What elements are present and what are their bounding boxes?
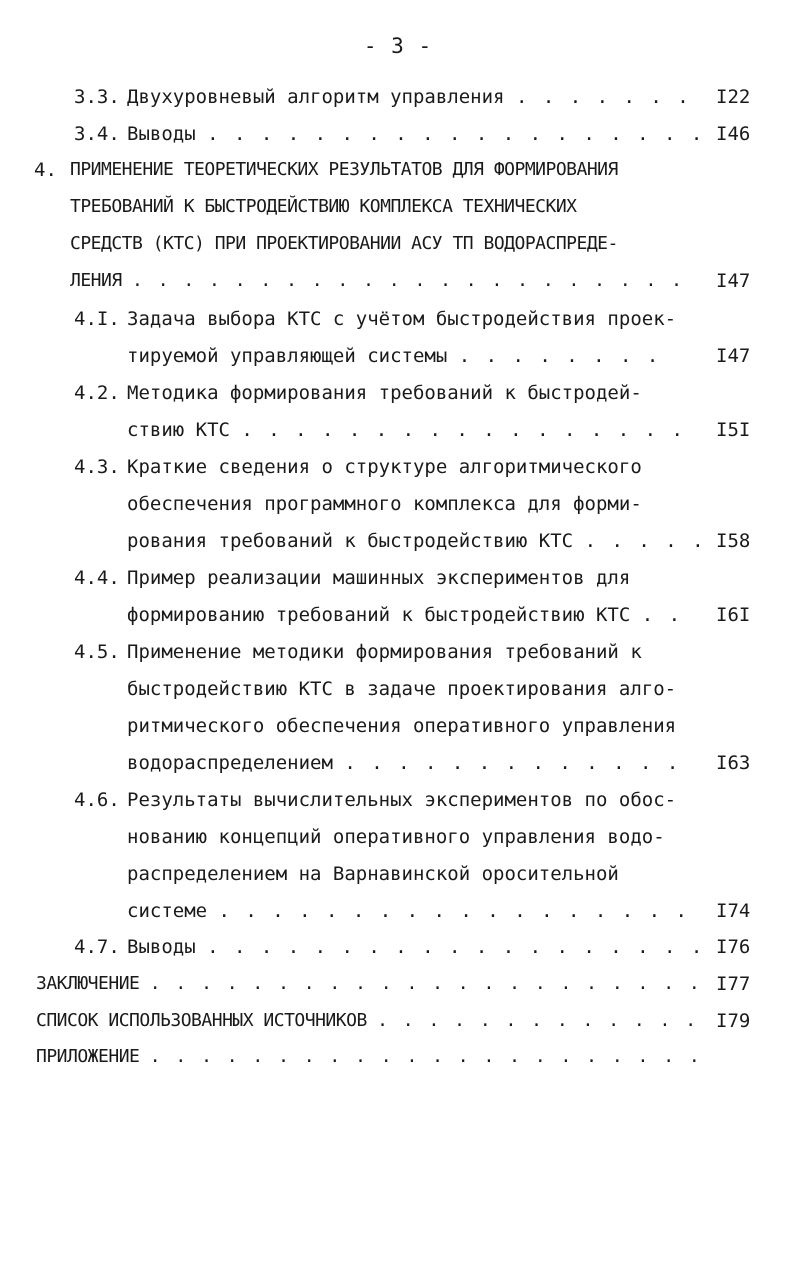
- toc-entry-number: 3.3.: [74, 86, 120, 108]
- toc-entry-title: Краткие сведения о структуре алгоритмического: [127, 456, 642, 478]
- toc-entry-title: ПРИЛОЖЕНИЕ . . . . . . . . . . . . . . . . . . . . . .: [36, 1046, 702, 1067]
- toc-entry-title: ЛЕНИЯ . . . . . . . . . . . . . . . . . . . . . .: [70, 270, 685, 291]
- toc-entry-title: Методика формирования требований к быстродей-: [127, 382, 642, 404]
- toc-entry-title: Выводы . . . . . . . . . . . . . . . . . . .: [127, 123, 705, 145]
- toc-entry-title: Результаты вычислительных экспериментов по обос-: [127, 789, 677, 811]
- toc-entry-number: 3.4.: [74, 123, 120, 145]
- toc-entry-page: I5I: [716, 419, 751, 441]
- page-number: - 3 -: [363, 34, 433, 58]
- toc-entry-title: обеспечения программного комплекса для форми-: [127, 493, 642, 515]
- toc-entry-title: тируемой управляющей системы . . . . . . . .: [127, 345, 661, 367]
- toc-entry-title: водораспределением . . . . . . . . . . . . .: [127, 752, 681, 774]
- toc-entry-number: 4.2.: [74, 382, 120, 404]
- toc-entry-number: 4.3.: [74, 456, 120, 478]
- toc-entry-title: системе . . . . . . . . . . . . . . . . . .: [127, 900, 689, 922]
- toc-entry-title: Двухуровневый алгоритм управления . . . . . . .: [127, 86, 691, 108]
- toc-entry-title: ЗАКЛЮЧЕНИЕ . . . . . . . . . . . . . . . . . . . . . .: [36, 973, 702, 994]
- toc-entry-page: I58: [716, 530, 751, 552]
- toc-entry-title: СРЕДСТВ (КТС) ПРИ ПРОЕКТИРОВАНИИ АСУ ТП ВОДОРАСПРЕДЕ-: [70, 233, 618, 254]
- toc-entry-number: 4.I.: [74, 308, 120, 330]
- toc-entry-title: формированию требований к быстродействию КТС . .: [127, 604, 683, 626]
- toc-entry-title: Пример реализации машинных экспериментов для: [127, 567, 631, 589]
- toc-entry-title: Задача выбора КТС с учётом быстродействия проек-: [127, 308, 677, 330]
- toc-entry-title: Применение методики формирования требований к: [127, 641, 642, 663]
- toc-entry-title: быстродействию КТС в задаче проектирования алго-: [127, 678, 677, 700]
- toc-entry-number: 4.: [34, 159, 57, 181]
- toc-entry-page: I46: [716, 123, 751, 145]
- toc-entry-number: 4.6.: [74, 789, 120, 811]
- toc-entry-title: рования требований к быстродействию КТС . . . . .: [127, 530, 706, 552]
- toc-entry-page: I63: [716, 752, 751, 774]
- toc-entry-number: 4.7.: [74, 936, 120, 958]
- toc-entry-number: 4.4.: [74, 567, 120, 589]
- toc-entry-page: I6I: [716, 604, 751, 626]
- toc-entry-title: Выводы . . . . . . . . . . . . . . . . . . .: [127, 936, 705, 958]
- toc-entry-page: I76: [716, 936, 751, 958]
- toc-entry-page: I74: [716, 900, 751, 922]
- toc-entry-number: 4.5.: [74, 641, 120, 663]
- toc-entry-title: распределением на Варнавинской оросительной: [127, 863, 619, 885]
- toc-entry-page: I22: [716, 86, 751, 108]
- toc-entry-title: ствию КТС . . . . . . . . . . . . . . . . .: [127, 419, 685, 441]
- toc-entry-title: нованию концепций оперативного управления водо-: [127, 826, 665, 848]
- toc-entry-page: I79: [716, 1010, 751, 1032]
- toc-entry-title: ТРЕБОВАНИЙ К БЫСТРОДЕЙСТВИЮ КОМПЛЕКСА ТЕХНИЧЕСКИХ: [70, 196, 577, 217]
- toc-entry-title: СПИСОК ИСПОЛЬЗОВАННЫХ ИСТОЧНИКОВ . . . . . . . . . . . . .: [36, 1010, 699, 1031]
- toc-entry-page: I77: [716, 973, 751, 995]
- toc-entry-page: I47: [716, 270, 751, 292]
- toc-entry-page: I47: [716, 345, 751, 367]
- toc-entry-title: ПРИМЕНЕНИЕ ТЕОРЕТИЧЕСКИХ РЕЗУЛЬТАТОВ ДЛЯ ФОРМИРОВАНИЯ: [70, 159, 618, 180]
- toc-entry-title: ритмического обеспечения оперативного управления: [127, 715, 677, 737]
